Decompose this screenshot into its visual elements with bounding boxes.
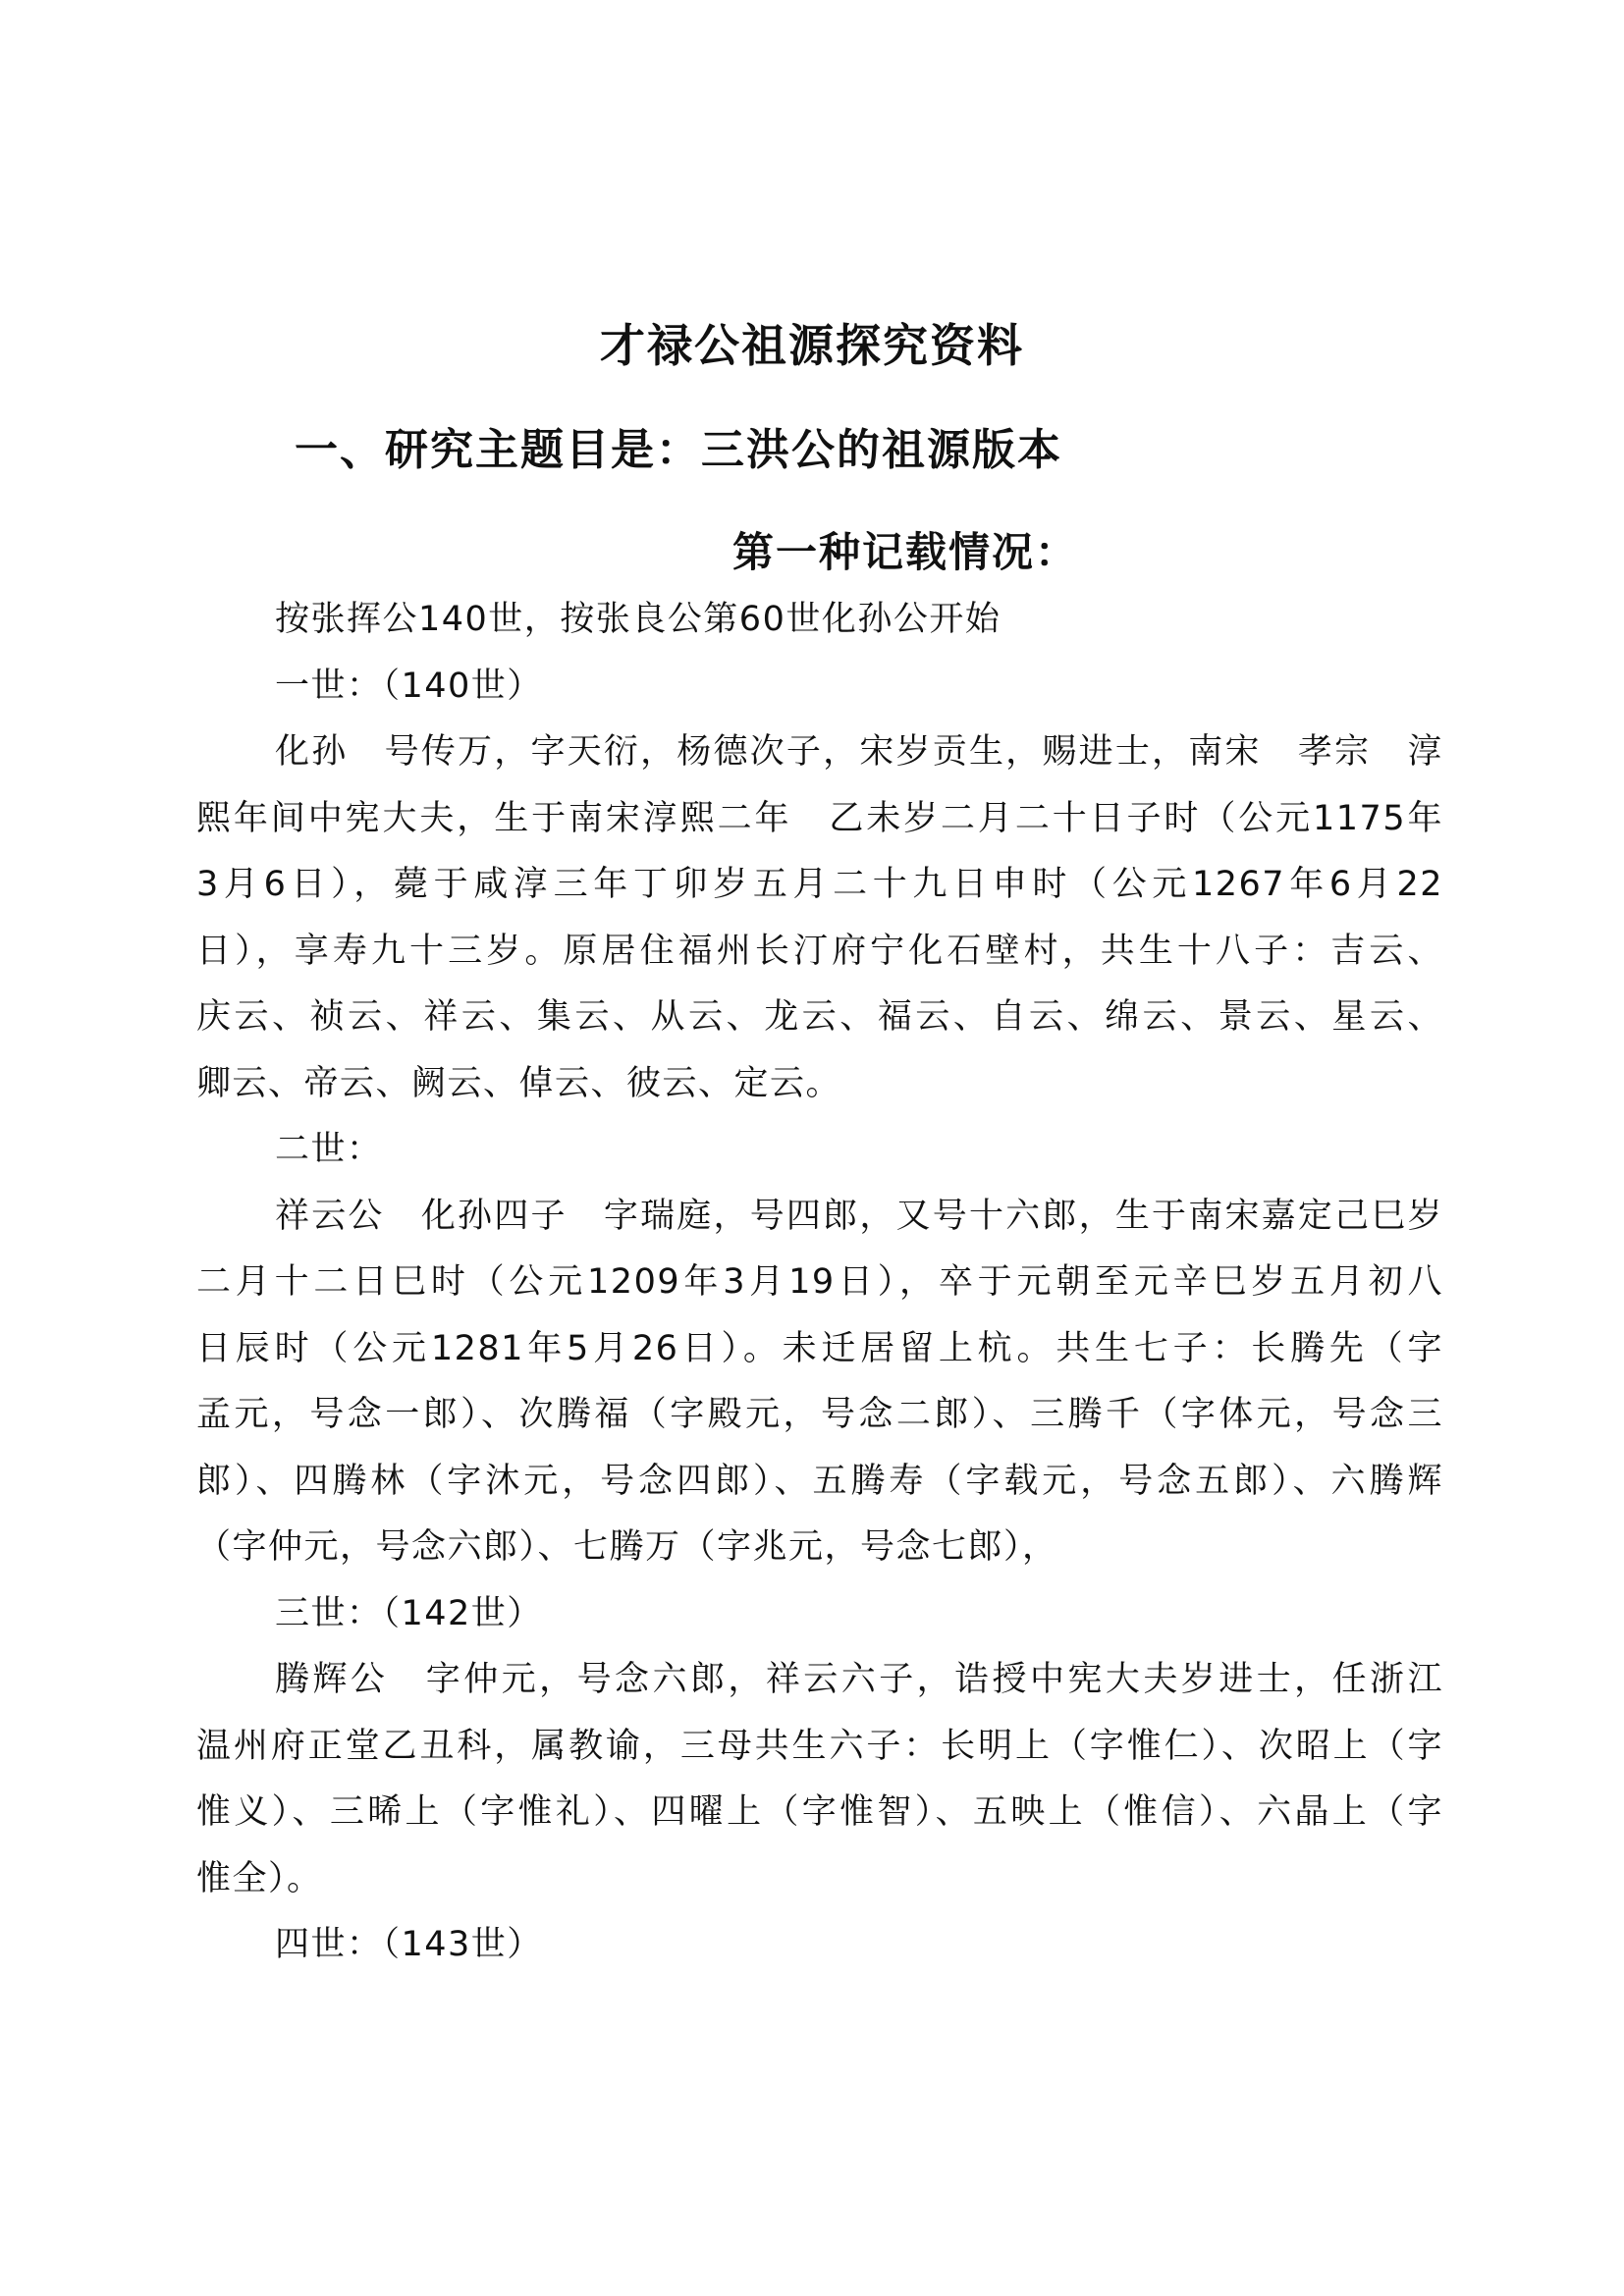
text-line: 二世：	[275, 1130, 383, 1169]
text-line: 腾辉公 字仲元，号念六郎，祥云六子，诰授中宪大夫岁进士，任浙江	[275, 1660, 1443, 1699]
text-line: 郎）、四腾林（字沐元，号念四郎）、五腾寿（字载元，号念五郎）、六腾辉	[196, 1461, 1443, 1501]
text-line: 一世：（140世）	[275, 666, 543, 706]
text-line: （字仲元，号念六郎）、七腾万（字兆元，号念七郎），	[196, 1527, 1058, 1567]
text-line: 化孙 号传万，字天衍，杨德次子，宋岁贡生，赐进士，南宋 孝宗 淳	[275, 732, 1443, 772]
text-line: 熙年间中宪大夫，生于南宋淳熙二年 乙未岁二月二十日子时（公元1175年	[196, 798, 1443, 838]
text-line: 祥云公 化孙四子 字瑞庭，号四郎，又号十六郎，生于南宋嘉定己巳岁	[275, 1196, 1443, 1236]
text-line: 3月6日），薨于咸淳三年丁卯岁五月二十九日申时（公元1267年6月22	[196, 865, 1443, 904]
text-line: 惟义）、三晞上（字惟礼）、四曜上（字惟智）、五映上（惟信）、六晶上（字	[196, 1792, 1443, 1832]
text-line: 按张挥公140世，按张良公第60世化孙公开始	[275, 600, 1001, 639]
text-line: 卿云、帝云、阙云、倬云、彼云、定云。	[196, 1063, 842, 1103]
section-title: 第一种记载情况：	[731, 528, 1078, 576]
text-line: 庆云、祯云、祥云、集云、从云、龙云、福云、自云、绵云、景云、星云、	[196, 997, 1443, 1037]
text-line: 四世：（143世）	[275, 1925, 543, 1964]
text-line: 二月十二日巳时（公元1209年3月19日），卒于元朝至元辛巳岁五月初八	[196, 1262, 1443, 1302]
text-line: 温州府正堂乙丑科，属教谕，三母共生六子：长明上（字惟仁）、次昭上（字	[196, 1726, 1443, 1766]
document-body	[196, 587, 1443, 1979]
text-line: 孟元，号念一郎）、次腾福（字殿元，号念二郎）、三腾千（字体元，号念三	[196, 1395, 1443, 1434]
document-title: 才禄公祖源探究资料	[600, 319, 1024, 372]
text-line: 惟全）。	[196, 1858, 323, 1898]
text-line: 日），享寿九十三岁。原居住福州长汀府宁化石壁村，共生十八子：吉云、	[196, 931, 1443, 971]
text-line: 日辰时（公元1281年5月26日）。未迁居留上杭。共生七子：长腾先（字	[196, 1328, 1443, 1368]
research-heading: 一、研究主题目是：三洪公的祖源版本	[295, 425, 1062, 475]
text-line: 三世：（142世）	[275, 1593, 543, 1633]
